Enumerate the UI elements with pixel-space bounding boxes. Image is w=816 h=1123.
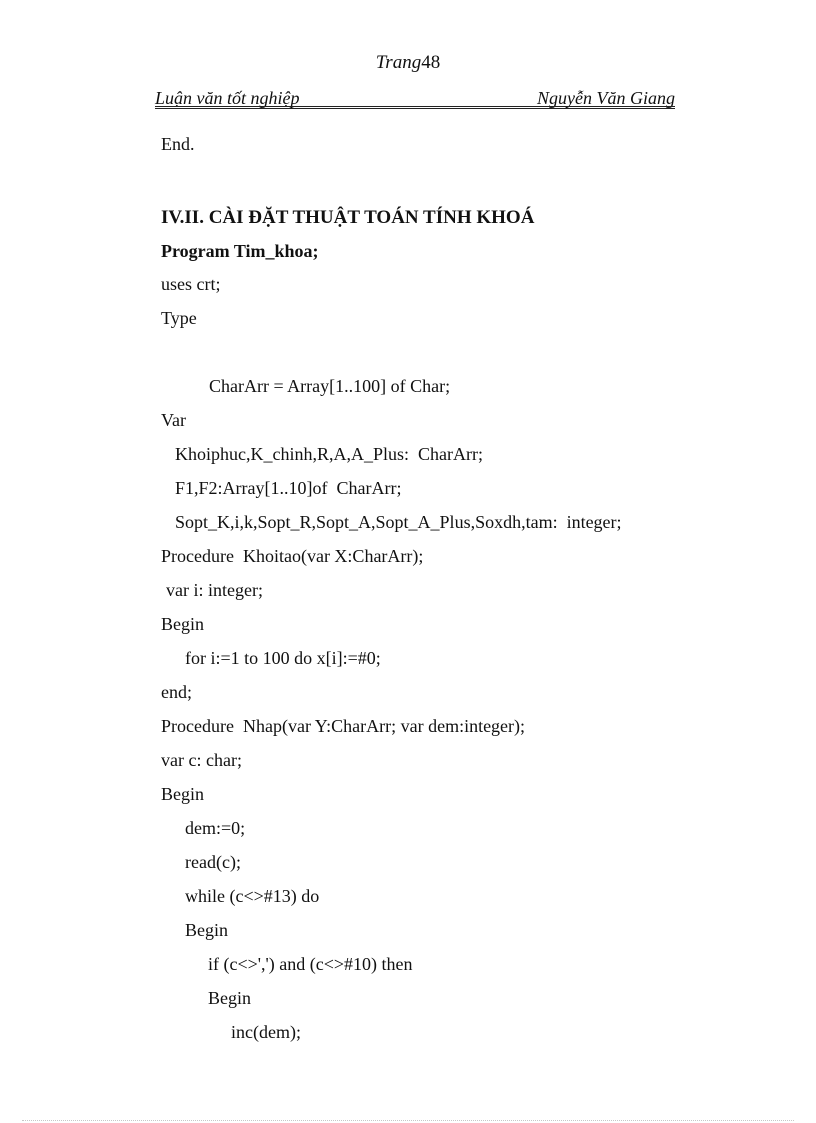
code-line: Procedure Khoitao(var X:CharArr); (161, 546, 424, 566)
end-statement: End. (161, 134, 195, 154)
code-line: Khoiphuc,K_chinh,R,A,A_Plus: CharArr; (175, 444, 483, 464)
code-line: for i:=1 to 100 do x[i]:=#0; (185, 648, 381, 668)
page-bottom-border (22, 1120, 794, 1121)
code-line: Sopt_K,i,k,Sopt_R,Sopt_A,Sopt_A_Plus,Soxdh,tam: integer; (175, 512, 622, 532)
code-line: Type (161, 308, 197, 328)
code-line: inc(dem); (231, 1022, 301, 1042)
code-line: dem:=0; (185, 818, 246, 838)
code-line: uses crt; (161, 274, 221, 294)
code-line: Begin (161, 614, 204, 634)
code-line: CharArr = Array[1..100] of Char; (209, 376, 451, 396)
program-title: Program Tim_khoa; (161, 241, 319, 261)
header-rule (155, 106, 675, 109)
code-line: F1,F2:Array[1..10]of CharArr; (175, 478, 402, 498)
code-line: if (c<>',') and (c<>#10) then (208, 954, 413, 974)
page-number (0, 52, 816, 74)
code-line: var i: integer; (166, 580, 263, 600)
code-line: while (c<>#13) do (185, 886, 320, 906)
code-line: Procedure Nhap(var Y:CharArr; var dem:integer); (161, 716, 526, 736)
code-line: Var (161, 410, 186, 430)
page-number-value: 48 (421, 52, 441, 73)
code-line: end; (161, 682, 192, 702)
header-thesis-title: Luận văn tốt nghiệp (155, 88, 300, 108)
page-number-label: Trang (375, 52, 422, 73)
code-line: Begin (208, 988, 251, 1008)
code-line: var c: char; (161, 750, 242, 770)
code-line: Begin (185, 920, 228, 940)
code-line: read(c); (185, 852, 241, 872)
header-author-name: Nguyễn Văn Giang (537, 88, 675, 108)
section-title: IV.II. CÀI ĐẶT THUẬT TOÁN TÍNH KHOÁ (161, 207, 535, 228)
code-line: Begin (161, 784, 204, 804)
